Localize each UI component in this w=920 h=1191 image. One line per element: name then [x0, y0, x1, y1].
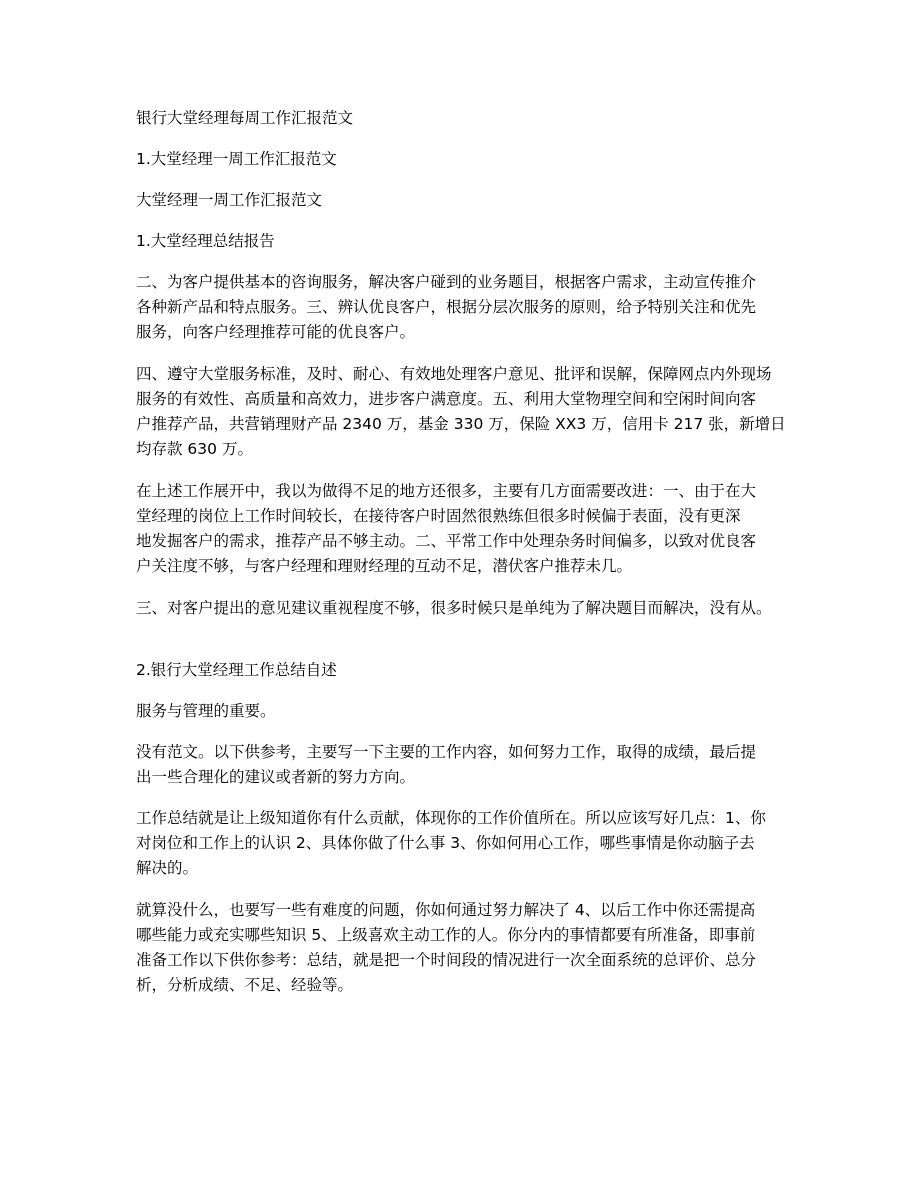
text-line: 1.大堂经理总结报告 — [136, 232, 275, 250]
text-line: 服务的有效性、高质量和高效力，进步客户满意度。五、利用大堂物理空间和空闲时间向客 — [136, 390, 757, 408]
text-line: 1.大堂经理一周工作汇报范文 — [136, 150, 337, 168]
section-heading-2 — [136, 658, 796, 683]
text-line: 在上述工作展开中，我以为做得不足的地方还很多，主要有几方面需要改进：一、由于在大 — [136, 482, 757, 500]
section-heading-1 — [136, 147, 796, 172]
text-line: 准备工作以下供你参考：总结，就是把一个时间段的情况进行一次全面系统的总评价、总分 — [136, 951, 757, 969]
section-subheading-1 — [136, 188, 796, 213]
text-line: 大堂经理一周工作汇报范文 — [136, 191, 323, 209]
report-heading — [136, 229, 796, 254]
text-line: 哪些能力或充实哪些知识 5、上级喜欢主动工作的人。你分内的事情都要有所准备，即事前 — [136, 926, 756, 944]
text-line: 四、遵守大堂服务标准，及时、耐心、有效地处理客户意见、批评和误解，保障网点内外现场 — [136, 365, 772, 383]
text-line: 均存款 630 万。 — [136, 440, 253, 458]
text-line: 工作总结就是让上级知道你有什么贡献，体现你的工作价值所在。所以应该写好几点：1、你 — [136, 809, 766, 827]
text-line: 二、为客户提供基本的咨询服务，解决客户碰到的业务题目，根据客户需求，主动宣传推介 — [136, 273, 757, 291]
text-line: 对岗位和工作上的认识 2、具体你做了什么事 3、你如何用心工作，哪些事情是你动脑子去 — [136, 834, 755, 852]
text-line: 户关注度不够，与客户经理和理财经理的互动不足，潜伏客户推荐未几。 — [136, 557, 633, 575]
text-line: 2.银行大堂经理工作总结自述 — [136, 661, 337, 679]
text-line: 出一些合理化的建议或者新的努力方向。 — [136, 768, 416, 786]
text-line: 解决的。 — [136, 859, 199, 877]
paragraph-duty-four — [136, 362, 796, 462]
text-line: 堂经理的岗位上工作时间较长，在接待客户时固然很熟练但很多时候偏于表面，没有更深 — [136, 507, 741, 525]
paragraph-no-template — [136, 740, 796, 790]
text-line: 服务，向客户经理推荐可能的优良客户。 — [136, 323, 416, 341]
text-line: 三、对客户提出的意见建议重视程度不够，很多时候只是单纯为了解决题目而解决，没有从。 — [136, 599, 772, 617]
paragraph-shortcomings — [136, 479, 796, 579]
paragraph-summary — [136, 806, 796, 881]
text-line: 各种新产品和特点服务。三、辨认优良客户，根据分层次服务的原则，给予特别关注和优先 — [136, 298, 757, 316]
text-line: 户推荐产品，共营销理财产品 2340 万，基金 330 万，保险 XX3 万，信用卡 217 张，新增日 — [136, 415, 786, 433]
paragraph-three — [136, 596, 796, 621]
text-line: 地发掘客户的需求，推荐产品不够主动。二、平常工作中处理杂务时间偏多，以致对优良客 — [136, 532, 757, 550]
text-line: 析，分析成绩、不足、经验等。 — [136, 976, 354, 994]
paragraph-service — [136, 699, 796, 724]
text-line: 服务与管理的重要。 — [136, 702, 276, 720]
text-line: 没有范文。以下供参考，主要写一下主要的工作内容，如何努力工作，取得的成绩，最后提 — [136, 743, 757, 761]
text-line: 银行大堂经理每周工作汇报范文 — [136, 109, 354, 127]
text-line: 就算没什么，也要写一些有难度的问题，你如何通过努力解决了 4、以后工作中你还需提高 — [136, 901, 756, 919]
paragraph-duty-two — [136, 270, 796, 345]
document-title — [136, 106, 796, 131]
paragraph-closing — [136, 898, 796, 998]
